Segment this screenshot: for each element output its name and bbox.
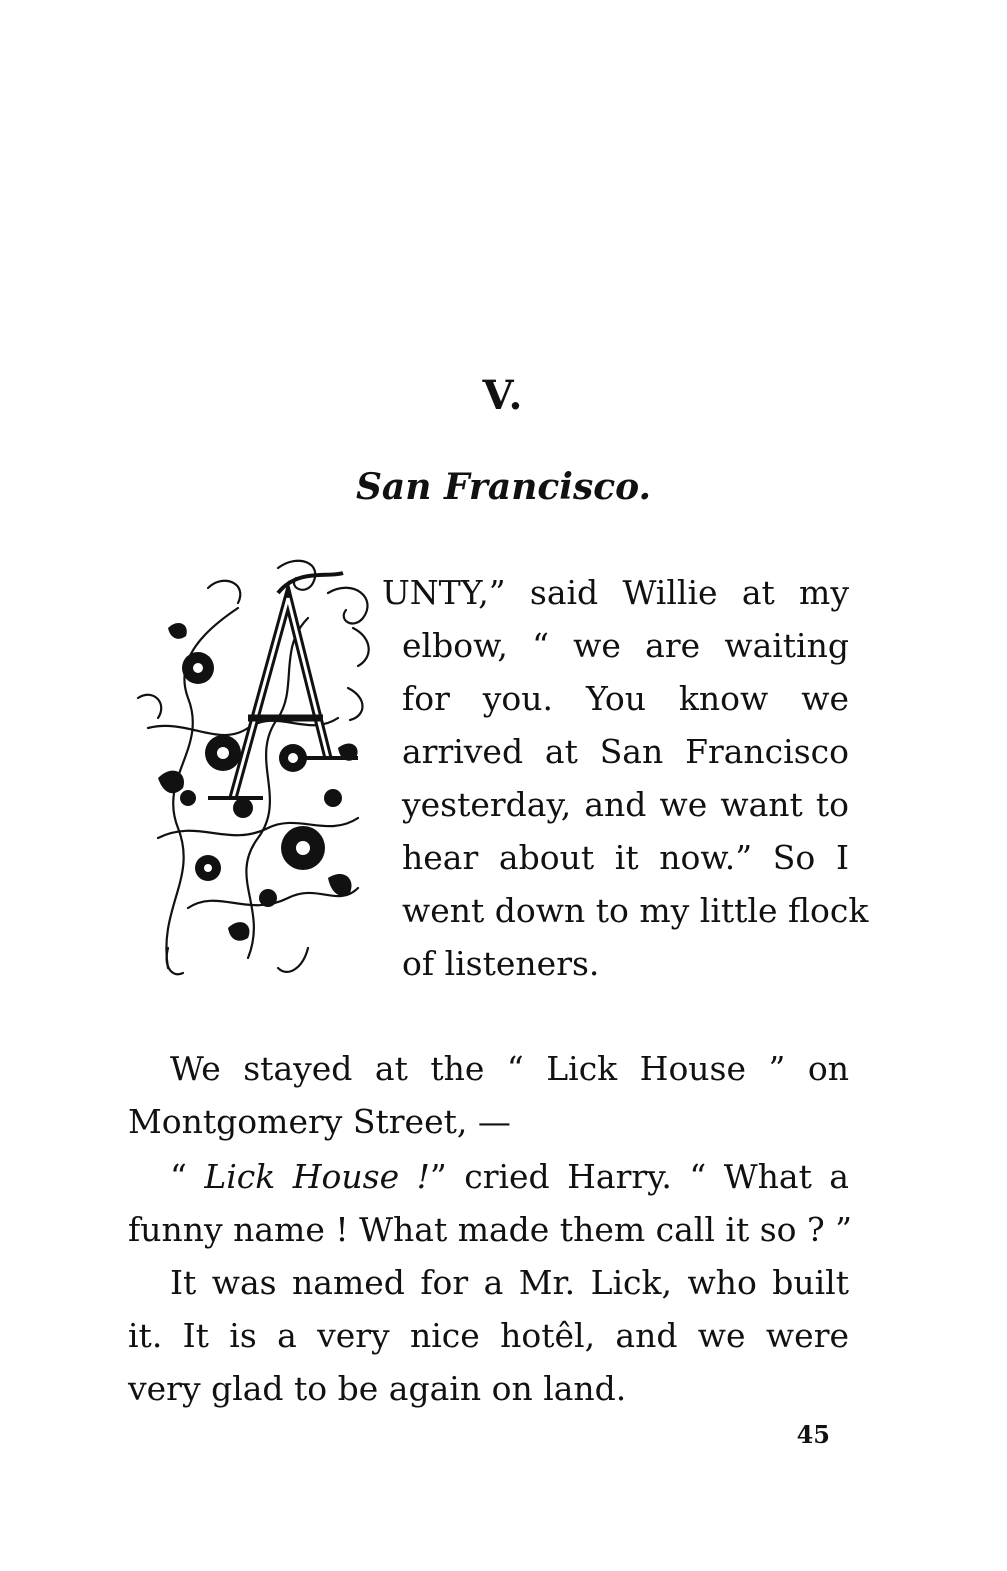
- paragraph-2: [128, 1042, 849, 1148]
- text-line: elbow, “ we are waiting: [402, 626, 849, 665]
- ornamental-drop-cap: [128, 548, 390, 988]
- text-line: We stayed at the “ Lick House ” on: [170, 1049, 849, 1088]
- page-number: 45: [796, 1420, 830, 1449]
- text-line: It was named for a Mr. Lick, who built: [170, 1263, 849, 1302]
- opening-line: [382, 566, 849, 619]
- paragraph-4: [128, 1256, 849, 1415]
- text-line: [128, 1150, 849, 1203]
- italic-phrase: Lick House !: [204, 1157, 430, 1196]
- text-line: for you. You know we: [402, 679, 849, 718]
- chapter-title: San Francisco.: [355, 466, 652, 508]
- text-line: very glad to be again on land.: [128, 1369, 627, 1408]
- text-line: went down to my little flock: [402, 891, 869, 930]
- paragraph-3: [128, 1150, 853, 1256]
- chapter-number: V.: [482, 372, 525, 419]
- text-line: it. It is a very nice hotêl, and we were: [128, 1316, 849, 1355]
- open-quote: “: [170, 1157, 205, 1196]
- text-line: of listeners.: [402, 944, 600, 983]
- text-line: funny name ! What made them call it so ? ”: [128, 1210, 853, 1249]
- text-line: yesterday, and we want to: [402, 785, 849, 824]
- line-rest: ” cried Harry. “ What a: [429, 1157, 849, 1196]
- paragraph-1: [402, 619, 869, 990]
- text-line: Montgomery Street, —: [128, 1102, 511, 1141]
- text-line: arrived at San Francisco: [402, 732, 849, 771]
- text-line: UNTY,” said Willie at my: [382, 573, 849, 612]
- text-line: hear about it now.” So I: [402, 838, 849, 877]
